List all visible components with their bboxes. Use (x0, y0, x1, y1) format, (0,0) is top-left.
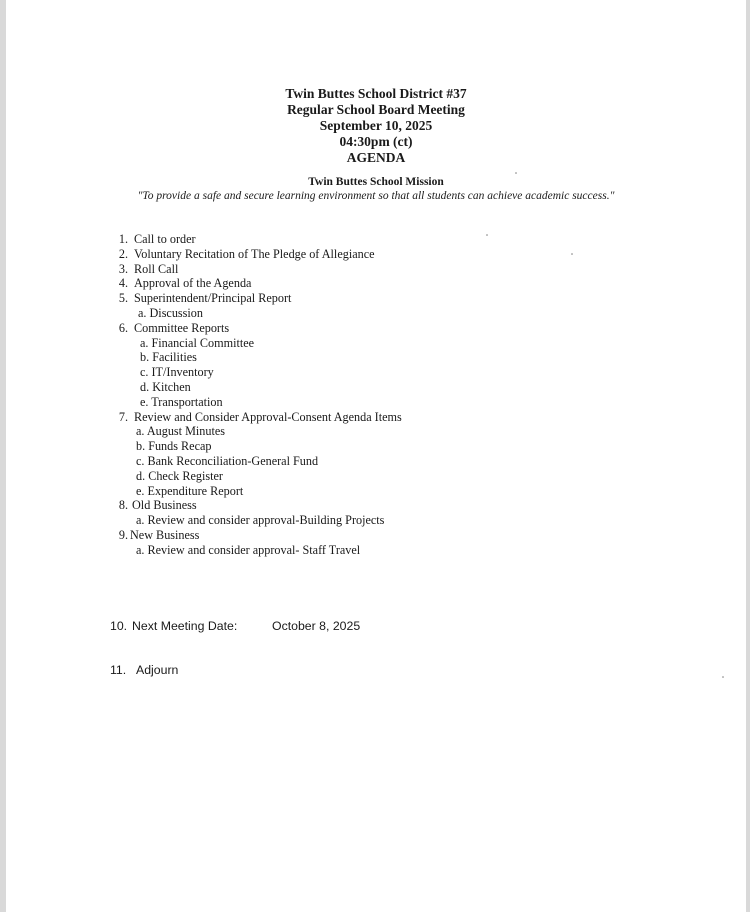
agenda-subitem-text: d. Check Register (136, 468, 223, 483)
meeting-time: 04:30pm (ct) (339, 134, 413, 149)
agenda-subitem-text: a. Discussion (138, 305, 203, 320)
agenda-subitem (106, 469, 706, 484)
scan-speck (486, 234, 488, 236)
agenda-subitem-text: a. August Minutes (136, 424, 226, 439)
agenda-item-text: Approval of the Agenda (134, 276, 252, 291)
agenda-subitem-text: e. Expenditure Report (136, 483, 244, 498)
agenda-subitem-text: a. Financial Committee (140, 335, 255, 350)
next-meeting-date: October 8, 2025 (272, 619, 361, 633)
adjourn-number: 11. (110, 663, 127, 677)
agenda-subitem-text: a. Review and consider approval-Building Projects (136, 513, 385, 528)
agenda-subitem (106, 336, 706, 351)
agenda-item (106, 247, 706, 262)
agenda-list (106, 232, 706, 558)
agenda-subitem-text: c. Bank Reconciliation-General Fund (136, 453, 319, 468)
agenda-item-number: 3. (118, 261, 128, 276)
scan-speck (571, 253, 573, 255)
adjourn-label: Adjourn (136, 663, 179, 677)
agenda-subitem-text: b. Funds Recap (136, 439, 212, 454)
agenda-item-number: 2. (118, 246, 128, 261)
agenda-item-text: Call to order (134, 232, 196, 246)
agenda-item-text: Voluntary Recitation of The Pledge of Allegiance (134, 246, 375, 261)
agenda-item-text: Review and Consider Approval-Consent Agenda Items (134, 409, 402, 424)
agenda-subitem (106, 350, 706, 365)
agenda-subitem (106, 454, 706, 469)
agenda-item-text: Roll Call (134, 261, 179, 276)
agenda-subitem (106, 365, 706, 380)
agenda-subitem-text: e. Transportation (140, 394, 223, 409)
agenda-subitem (106, 380, 706, 395)
agenda-item (106, 262, 706, 277)
agenda-item-number: 9. (118, 527, 128, 542)
scan-speck (722, 676, 724, 678)
meeting-type: Regular School Board Meeting (287, 102, 465, 117)
agenda-subitem (106, 439, 706, 454)
next-meeting-label: Next Meeting Date: (132, 619, 238, 633)
agenda-item (106, 498, 706, 513)
agenda-subitem-text: d. Kitchen (140, 379, 191, 394)
agenda-item (106, 232, 706, 247)
agenda-title: AGENDA (346, 150, 406, 165)
document-header (6, 86, 746, 166)
agenda-item-number: 1. (118, 232, 128, 246)
scan-speck (515, 172, 517, 174)
agenda-subitem (106, 484, 706, 499)
agenda-item (106, 528, 706, 543)
agenda-subitem (106, 395, 706, 410)
agenda-item-text: Committee Reports (134, 320, 230, 335)
agenda-item-text: Superintendent/Principal Report (134, 291, 292, 306)
agenda-subitem (106, 306, 706, 321)
agenda-subitem-text: c. IT/Inventory (140, 365, 214, 380)
agenda-subitem (106, 424, 706, 439)
agenda-subitem-text: b. Facilities (140, 350, 197, 365)
agenda-item-text: New Business (130, 527, 200, 542)
agenda-item-text: Old Business (132, 498, 197, 513)
agenda-item (106, 321, 706, 336)
agenda-item-number: 8. (118, 498, 128, 513)
document-page (6, 0, 746, 912)
agenda-item-number: 6. (118, 320, 128, 335)
agenda-subitem (106, 543, 706, 558)
district-name: Twin Buttes School District #37 (285, 86, 467, 101)
agenda-item (106, 291, 706, 306)
next-meeting-number: 10. (110, 619, 128, 633)
agenda-subitem (106, 513, 706, 528)
agenda-item-number: 4. (118, 276, 128, 291)
meeting-date: September 10, 2025 (319, 118, 433, 133)
agenda-item-number: 5. (118, 291, 128, 306)
agenda-item (106, 276, 706, 291)
mission-title: Twin Buttes School Mission (308, 176, 444, 188)
mission-statement: "To provide a safe and secure learning environment so that all students can achieve academic success." (137, 190, 615, 202)
agenda-item-number: 7. (118, 409, 128, 424)
agenda-item (106, 410, 706, 425)
agenda-subitem-text: a. Review and consider approval- Staff Travel (136, 542, 361, 557)
